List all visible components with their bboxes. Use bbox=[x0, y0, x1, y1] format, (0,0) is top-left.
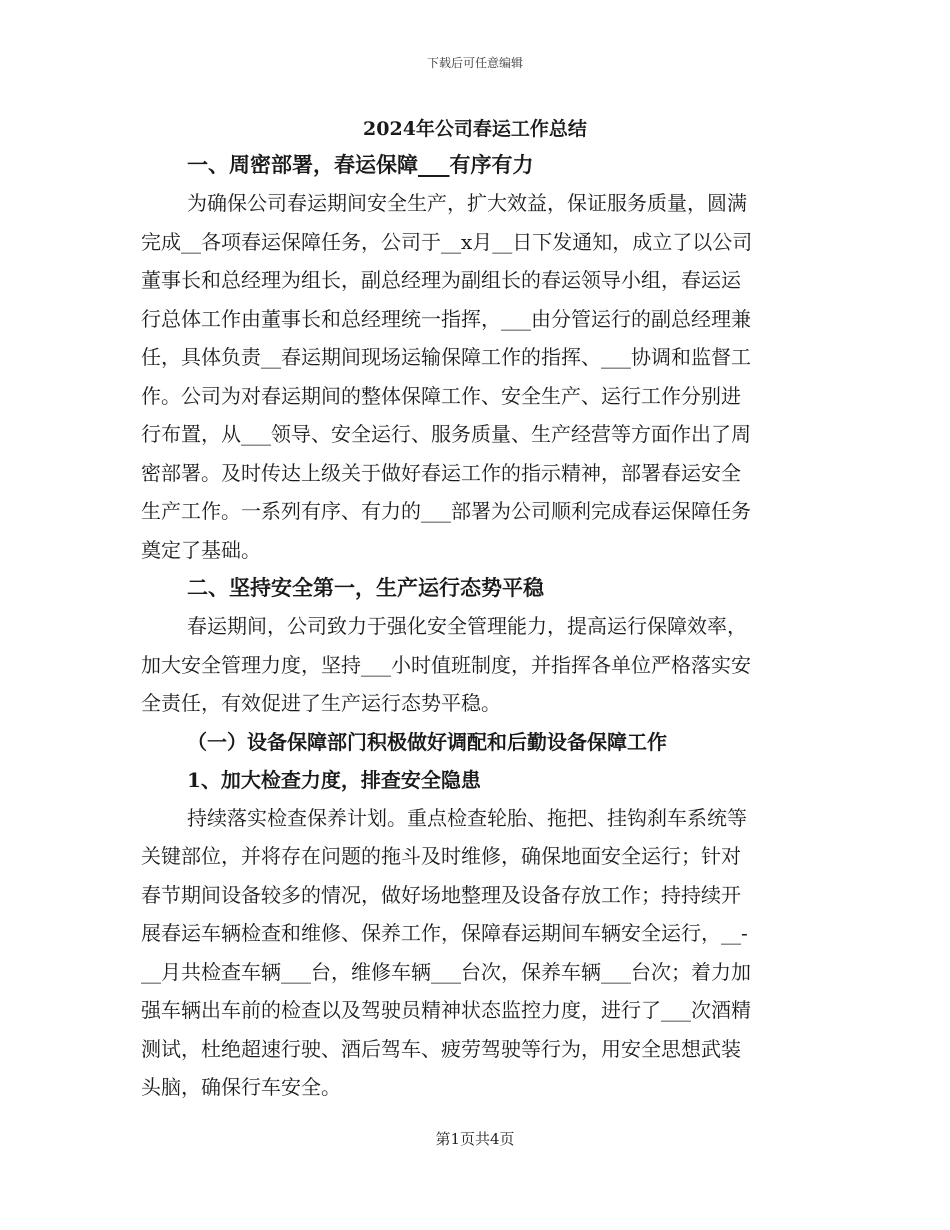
paragraph-line: 关键部位，并将存在问题的拖斗及时维修，确保地面安全运行；针对 bbox=[141, 844, 741, 868]
subsection-1-heading: （一）设备保障部门积极做好调配和后勤设备保障工作 bbox=[187, 729, 667, 754]
paragraph-line: 奠定了基础。 bbox=[141, 537, 261, 562]
paragraph-line: 展春运车辆检查和维修、保养工作，保障春运期间车辆安全运行，__- bbox=[141, 921, 748, 945]
paragraph-line: 密部署。及时传达上级关于做好春运工作的指示精神，部署春运安全 bbox=[141, 460, 741, 485]
page-header: 下载后可任意编辑 bbox=[426, 56, 523, 70]
document-body bbox=[141, 112, 809, 1107]
paragraph-line: 全责任，有效促进了生产运行态势平稳。 bbox=[141, 691, 501, 715]
section-1-paragraph bbox=[141, 184, 809, 569]
paragraph-line: 作。公司为对春运期间的整体保障工作、安全生产、运行工作分别进 bbox=[141, 383, 741, 408]
paragraph-line: 强车辆出车前的检查以及驾驶员精神状态监控力度，进行了___次酒精 bbox=[141, 998, 751, 1022]
paragraph-line: 行总体工作由董事长和总经理统一指挥，___由分管运行的副总经理兼 bbox=[141, 306, 751, 331]
paragraph-line: 测试，杜绝超速行驶、酒后驾车、疲劳驾驶等行为，用安全思想武装 bbox=[141, 1036, 741, 1061]
paragraph-line: 春节期间设备较多的情况，做好场地整理及设备存放工作；持持续开 bbox=[141, 882, 741, 907]
section-2-heading: 二、坚持安全第一，生产运行态势平稳 bbox=[187, 575, 544, 600]
paragraph-line: 为确保公司春运期间安全生产，扩大效益，保证服务质量，圆满 bbox=[187, 191, 747, 215]
section-1-heading: 一、周密部署，春运保障___有序有力 bbox=[187, 152, 534, 177]
paragraph-line: 生产工作。一系列有序、有力的___部署为公司顺利完成春运保障任务 bbox=[141, 499, 751, 523]
paragraph-line: 董事长和总经理为组长，副总经理为副组长的春运领导小组，春运运 bbox=[141, 268, 741, 292]
paragraph-line: 加大安全管理力度，坚持___小时值班制度，并指挥各单位严格落实安 bbox=[141, 652, 751, 677]
paragraph-line: 头脑，确保行车安全。 bbox=[141, 1075, 341, 1099]
page-number: 第1页共4页 bbox=[435, 1130, 515, 1148]
paragraph-line: 完成__各项春运保障任务，公司于__x月__日下发通知，成立了以公司 bbox=[141, 229, 753, 254]
paragraph-line: 行布置，从___领导、安全运行、服务质量、生产经营等方面作出了周 bbox=[141, 422, 751, 446]
paragraph-line: 任，具体负责__春运期间现场运输保障工作的指挥、___协调和监督工 bbox=[141, 345, 751, 369]
paragraph-line: 持续落实检查保养计划。重点检查轮胎、拖把、挂钩刹车系统等 bbox=[187, 805, 747, 830]
paragraph-line: 春运期间，公司致力于强化安全管理能力，提高运行保障效率， bbox=[187, 614, 747, 638]
paragraph-line: __月共检查车辆___台，维修车辆___台次，保养车辆___台次；着力加 bbox=[141, 959, 751, 984]
section-2-paragraph bbox=[141, 607, 809, 723]
item-1-paragraph bbox=[141, 799, 809, 1107]
document-title: 2024年公司春运工作总结 bbox=[363, 118, 587, 140]
item-1-heading: 1、加大检查力度，排查安全隐患 bbox=[187, 767, 481, 792]
